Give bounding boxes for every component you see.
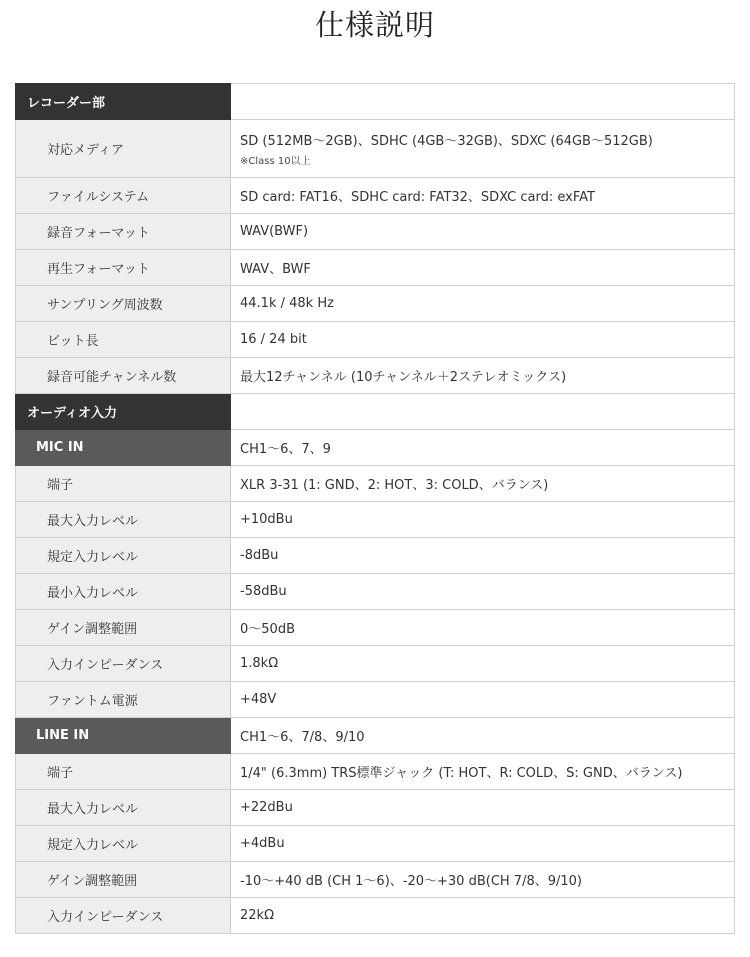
subsection-header-mic-in: MIC IN [16,430,231,466]
row-label: ゲイン調整範囲 [16,862,231,898]
row-value: 1.8kΩ [231,646,735,682]
row-label: 録音可能チャンネル数 [16,358,231,394]
row-value: -8dBu [231,538,735,574]
table-row [16,322,735,358]
row-label: ビット長 [16,322,231,358]
row-label: サンプリング周波数 [16,286,231,322]
table-row [16,754,735,790]
table-row [16,358,735,394]
section-header-recorder: レコーダー部 [16,84,231,120]
table-row [16,574,735,610]
row-value-cell [231,120,735,178]
row-value: WAV(BWF) [231,214,735,250]
table-row [16,466,735,502]
row-value [231,84,735,120]
table-row [16,718,735,754]
row-value: 44.1k / 48k Hz [231,286,735,322]
row-label: ファイルシステム [16,178,231,214]
row-note: ※Class 10以上 [240,156,311,167]
row-value: 0〜50dB [231,610,735,646]
row-label: 規定入力レベル [16,826,231,862]
row-value: -58dBu [231,574,735,610]
row-label: 録音フォーマット [16,214,231,250]
table-row [16,84,735,120]
table-row [16,826,735,862]
table-row [16,250,735,286]
table-row [16,286,735,322]
row-label: 入力インピーダンス [16,646,231,682]
table-row [16,394,735,430]
table-row [16,178,735,214]
row-value: CH1〜6、7、9 [231,430,735,466]
row-value: 最大12チャンネル (10チャンネル＋2ステレオミックス) [231,358,735,394]
row-label: 最大入力レベル [16,790,231,826]
row-value: SD (512MB〜2GB)、SDHC (4GB〜32GB)、SDXC (64GB〜512GB) [240,134,653,149]
table-row [16,646,735,682]
table-row [16,120,735,178]
row-value: +48V [231,682,735,718]
section-header-audio-input: オーディオ入力 [16,394,231,430]
subsection-header-line-in: LINE IN [16,718,231,754]
row-label: 再生フォーマット [16,250,231,286]
row-label: 最大入力レベル [16,502,231,538]
row-value: 1/4" (6.3mm) TRS標準ジャック (T: HOT、R: COLD、S: GND、バランス) [231,754,735,790]
row-label: 端子 [16,754,231,790]
row-value: -10〜+40 dB (CH 1〜6)、-20〜+30 dB(CH 7/8、9/10) [231,862,735,898]
table-row [16,898,735,934]
row-value: WAV、BWF [231,250,735,286]
row-value: 16 / 24 bit [231,322,735,358]
table-row [16,610,735,646]
spec-table [15,83,735,934]
row-value: 22kΩ [231,898,735,934]
table-row [16,502,735,538]
row-label: 端子 [16,466,231,502]
table-row [16,430,735,466]
table-row [16,862,735,898]
spec-table-body [16,84,735,934]
row-value: +4dBu [231,826,735,862]
row-label: ファントム電源 [16,682,231,718]
table-row [16,214,735,250]
row-value: +10dBu [231,502,735,538]
table-row [16,538,735,574]
row-value: SD card: FAT16、SDHC card: FAT32、SDXC card: exFAT [231,178,735,214]
table-row [16,682,735,718]
row-label: ゲイン調整範囲 [16,610,231,646]
row-value: +22dBu [231,790,735,826]
row-value [231,394,735,430]
row-label: 対応メディア [16,120,231,178]
row-label: 入力インピーダンス [16,898,231,934]
table-row [16,790,735,826]
row-label: 最小入力レベル [16,574,231,610]
row-value: XLR 3-31 (1: GND、2: HOT、3: COLD、バランス) [231,466,735,502]
page-title: 仕様説明 [314,8,435,42]
row-value: CH1〜6、7/8、9/10 [231,718,735,754]
row-label: 規定入力レベル [16,538,231,574]
